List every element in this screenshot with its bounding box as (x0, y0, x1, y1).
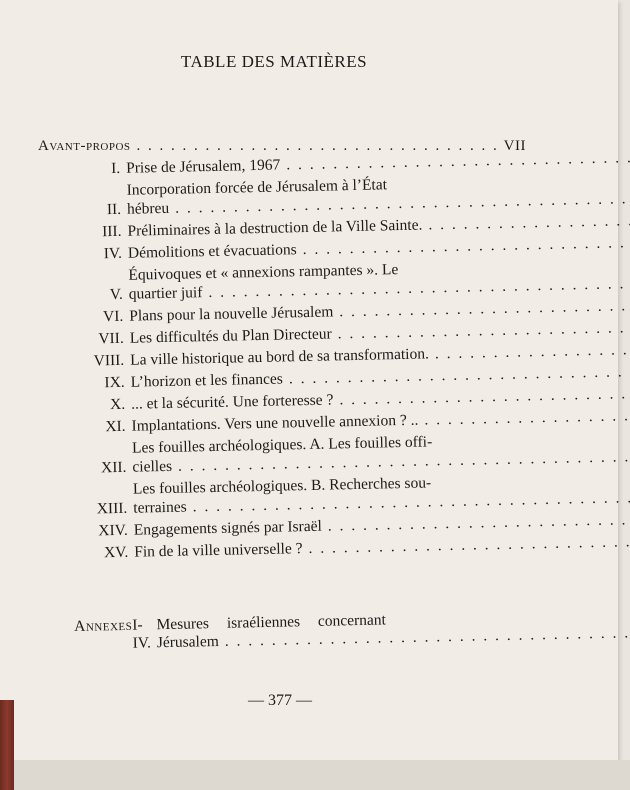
chapter-title-text: Les fouilles archéologiques. B. Recherches sou- (132, 474, 432, 498)
chapter-title-text: Les difficultés du Plan Directeur (129, 325, 332, 347)
chapter-title-text: Les fouilles archéologiques. A. Les fouilles offi- (131, 433, 433, 457)
chapter-title-text: Plans pour la nouvelle Jérusalem (129, 303, 334, 325)
annexes-body (156, 599, 630, 652)
toc-entry (66, 172, 529, 220)
chapter-title-text: La ville historique au bord de sa transformation. (130, 345, 430, 369)
chapter-title-text: terraines (133, 498, 187, 517)
page-number: — 377 — (248, 692, 312, 709)
chapter-number: VIII. (93, 351, 125, 370)
chapter-number: VI. (102, 307, 124, 326)
chapter-number: IX. (104, 373, 125, 392)
toc-entry (68, 257, 531, 305)
chapter-number: VII. (98, 329, 124, 348)
chapter-title-text: Prise de Jérusalem, 1967 (126, 156, 281, 177)
chapter-number: XV. (103, 543, 129, 562)
annexes-range: I-IV. (132, 616, 152, 652)
chapter-number: XIII. (96, 499, 128, 518)
chapter-number: XII. (100, 458, 127, 477)
chapter-number: XI. (105, 417, 126, 436)
page-title: TABLE DES MATIÈRES (180, 52, 368, 71)
chapter-title-text: L’horizon et les finances (130, 370, 284, 391)
book-spine (0, 700, 14, 790)
chapter-number: I. (110, 159, 121, 178)
chapter-number: IV. (103, 244, 123, 263)
chapter-number: XIV. (98, 521, 128, 540)
chapter-title-text: ... et la sécurité. Une forteresse ? (130, 391, 334, 413)
chapter-title-text: Équivoques et « annexions rampantes ». Le (128, 261, 399, 284)
chapter-number: II. (106, 200, 122, 219)
chapter-title-text: Implantations. Vers une nouvelle annexion ? .. (131, 411, 419, 435)
annexes-text: Jérusalem (156, 632, 220, 652)
chapter-title-text: quartier juif (128, 284, 203, 303)
chapter-title-text: hébreu (126, 199, 170, 218)
avant-propos-page: VII (503, 138, 526, 154)
annexes-text: Mesures israéliennes concernant (156, 611, 387, 634)
chapter-title-text: cielles (132, 457, 173, 476)
annexes-label: Annexes (74, 616, 133, 635)
avant-propos-label: Avant-propos (38, 138, 131, 154)
chapter-number: X. (109, 395, 126, 414)
chapter-title-text: Démolitions et évacuations (127, 241, 297, 262)
chapter-number: V. (109, 285, 124, 304)
chapter-list (66, 150, 536, 566)
chapter-title-text: Engagements signés par Israël (133, 517, 322, 539)
annexes-entry (74, 608, 539, 654)
chapter-title-text: Incorporation forcée de Jérusalem à l’État (126, 176, 388, 199)
chapter-title-text: Préliminaires à la destruction de la Ville Sainte. (127, 216, 423, 240)
toc-entry (73, 471, 536, 519)
chapter-title-text: Fin de la ville universelle ? (134, 540, 303, 561)
chapter-number: III. (101, 222, 122, 241)
toc-entry (72, 430, 535, 478)
table-surface (0, 760, 630, 790)
